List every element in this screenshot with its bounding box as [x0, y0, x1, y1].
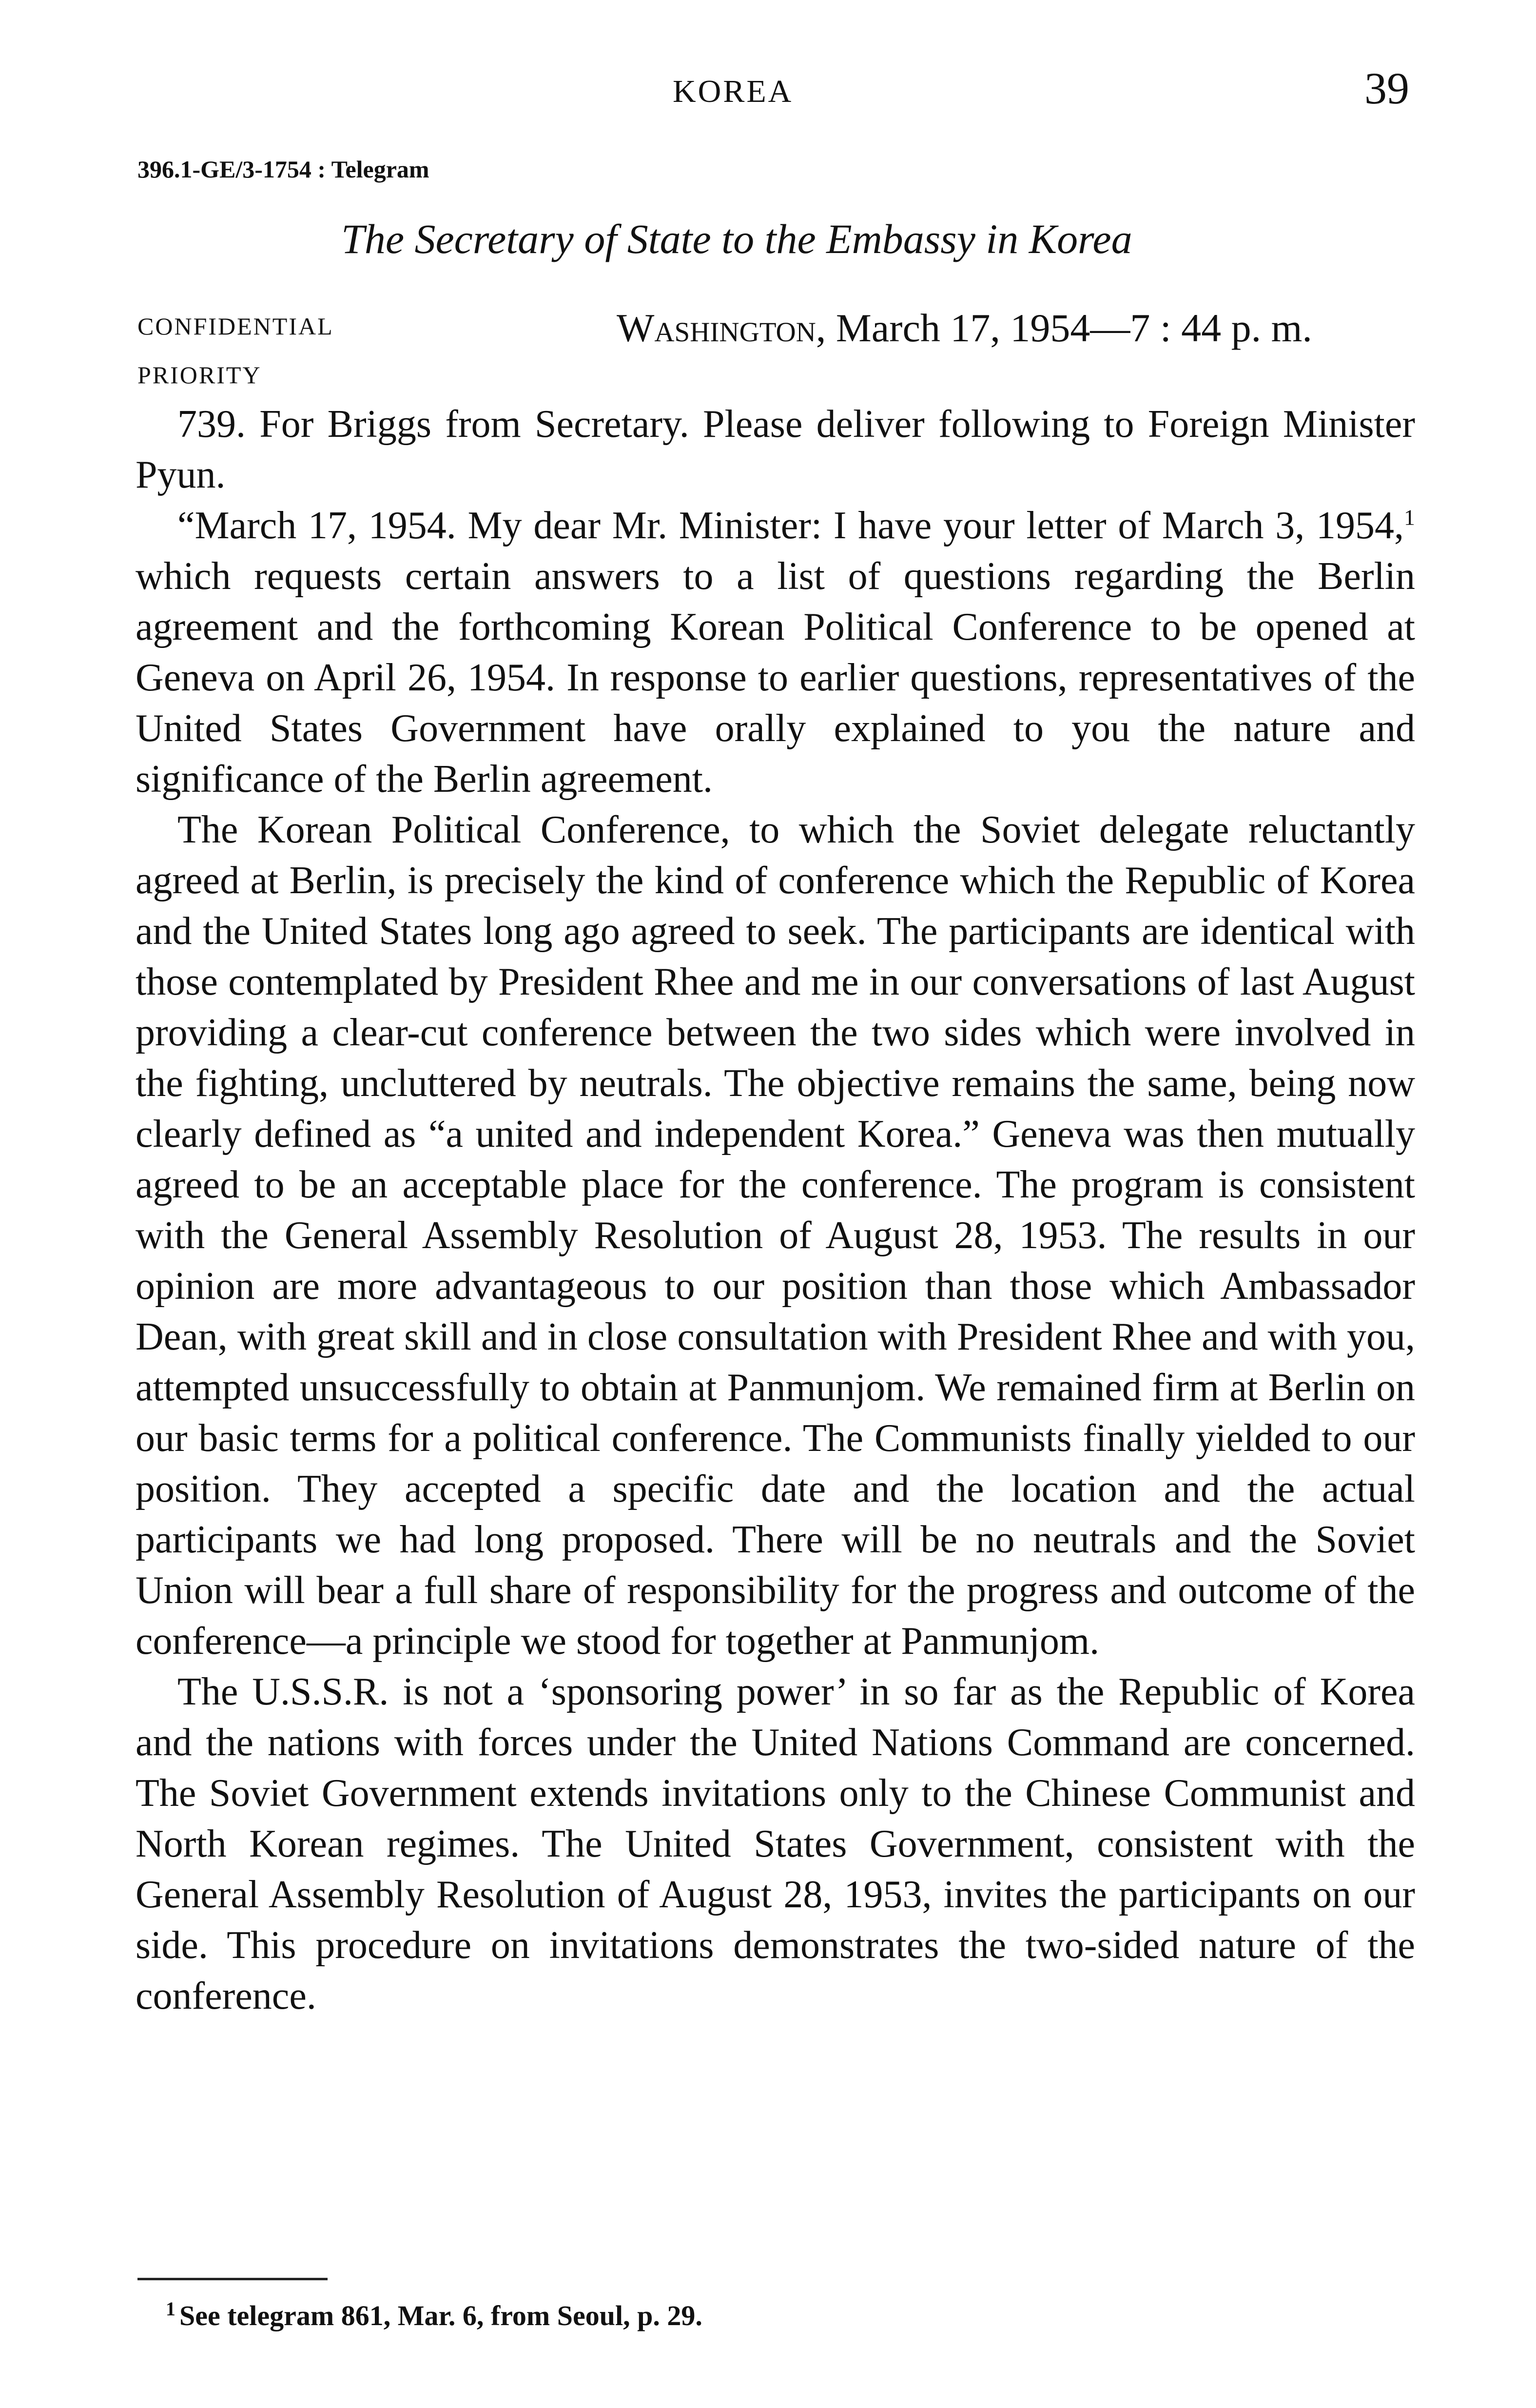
running-head: KOREA [673, 74, 794, 109]
document-title: The Secretary of State to the Embassy in Korea [341, 215, 1132, 262]
paragraph-3: The Korean Political Conference, to which the Soviet delegate reluctantly agreed at Berlin, is precisely the kind of conference which the Republic of Korea and the United States long ago agreed to seek. The participants are identical with those contemplated by President Rhee and me in our conversations of last August providing a clear-cut conference between the two sides which were involved in the fighting, uncluttered by neutrals. The objective remains the same, being now clearly defined as “a united and independent Korea.” Geneva was then mutually agreed to be an acceptable place for the conference. The program is consistent with the General Assembly Resolution of August 28, 1953. The results in our opinion are more advantageous to our position than those which Ambassador Dean, with great skill and in close consultation with President Rhee and with you, attempted unsuccessfully to obtain at Panmunjom. We remained firm at Berlin on our basic terms for a political conference. The Communists finally yielded to our position. They accepted a specific date and the location and the actual participants we had long proposed. There will be no neutrals and the Soviet Union will bear a full share of responsibility for the progress and outcome of the conference—a principle we stood for together at Panmunjom. [136, 808, 1415, 1663]
telegram-body [136, 399, 1415, 2021]
dateline-city: Washington [617, 306, 816, 350]
dateline [617, 305, 1312, 351]
footnote-divider [137, 2278, 328, 2280]
footnote-reference: 1 [1404, 505, 1415, 530]
footnote-marker: 1 [166, 2297, 175, 2320]
footnote-text: See telegram 861, Mar. 6, from Seoul, p. 29. [179, 2300, 702, 2331]
classification-label: CONFIDENTIAL [137, 313, 334, 340]
footnote [166, 2299, 702, 2332]
paragraph-2 [136, 500, 1415, 804]
document-id: 396.1-GE/3-1754 : Telegram [137, 156, 429, 183]
page-number: 39 [1364, 63, 1409, 113]
paragraph-2-part-b: which requests certain answers to a list of questions regarding the Berlin agreement and the forthcoming Korean Political Conference to be opened at Geneva on April 26, 1954. In response to earlier questions, representatives of the United States Government have orally explained to you the nature and significance of the Berlin agreement. [136, 555, 1415, 801]
paragraph-4: The U.S.S.R. is not a ‘sponsoring power’ in so far as the Republic of Korea and the nations with forces under the United Nations Command are concerned. The Soviet Government extends invitations only to the Chinese Communist and North Korean regimes. The United States Government, consistent with the General Assembly Resolution of August 28, 1953, invites the participants on our side. This procedure on invitations demonstrates the two-sided nature of the conference. [136, 1670, 1415, 2017]
paragraph-2-part-a: “March 17, 1954. My dear Mr. Minister: I have your letter of March 3, 1954, [177, 504, 1404, 547]
priority-label: PRIORITY [137, 361, 262, 389]
paragraph-1: 739. For Briggs from Secretary. Please deliver following to Foreign Minister Pyun. [136, 403, 1415, 496]
dateline-date: , March 17, 1954—7 : 44 p. m. [816, 306, 1312, 350]
